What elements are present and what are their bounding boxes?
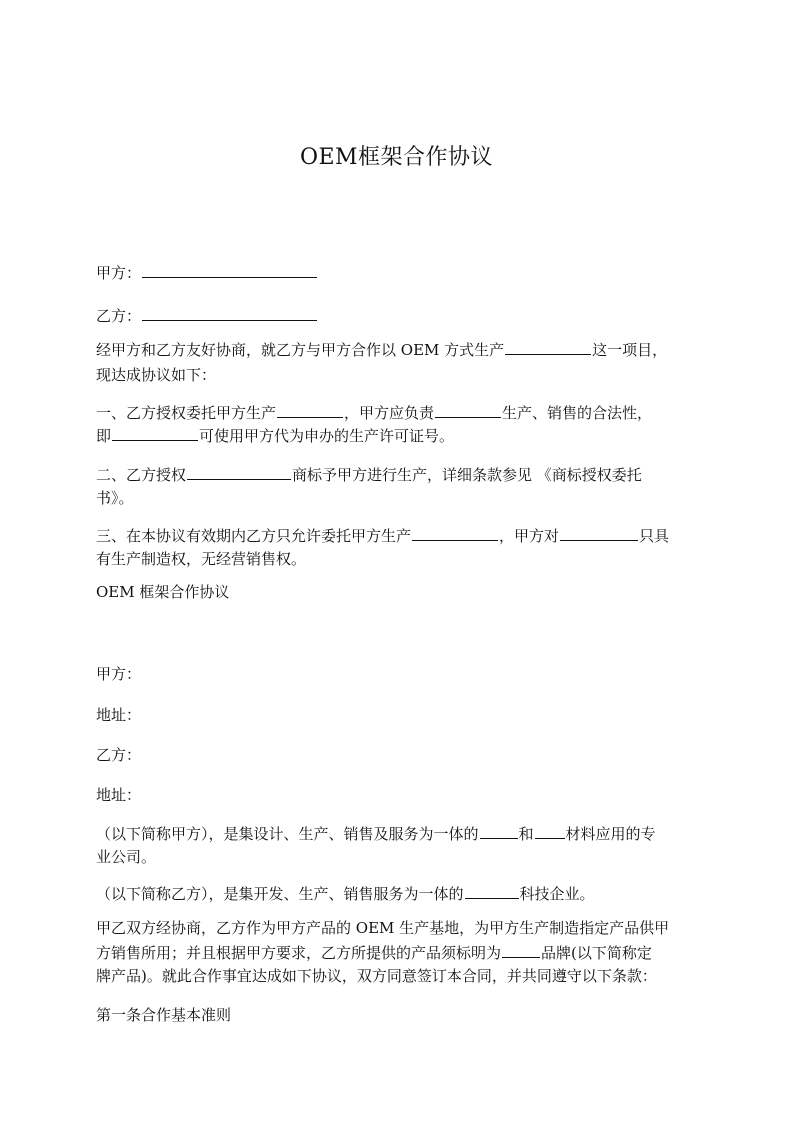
party-a-line (96, 262, 706, 284)
document-title: OEM框架合作协议 (299, 145, 494, 170)
para-3-text-c: 品牌(以下简称定 (541, 944, 652, 962)
para-3-line-1: 甲乙双方经协商，乙方作为甲方产品的 OEM 生产基地，为甲方生产制造指定产品供甲 (96, 919, 670, 937)
para-3-blank[interactable] (502, 942, 540, 958)
clause-1-blank-2[interactable] (435, 402, 501, 418)
para-1-text-d: 业公司。 (96, 848, 157, 866)
para-3-line-2 (96, 942, 706, 964)
intro-blank[interactable] (505, 339, 591, 355)
party-b-label: 乙方： (96, 307, 142, 325)
para-2-text-b: 科技企业。 (519, 885, 595, 903)
para-2-blank[interactable] (465, 883, 519, 899)
clause-1-text-e: 可使用甲方代为申办的生产许可证号。 (199, 427, 455, 445)
para-2-line (96, 883, 706, 905)
para-3-line-3: 牌产品)。就此合作事宜达成如下协议，双方同意签订本合同，并共同遵守以下条款： (96, 967, 657, 985)
intro-text-1: 经甲方和乙方友好协商，就乙方与甲方合作以 OEM 方式生产 (96, 341, 505, 359)
para-1-text-a: （以下简称甲方），是集设计、生产、销售及服务为一体的 (96, 825, 479, 843)
para-1-line-1 (96, 823, 706, 845)
clause-2-line-1 (96, 464, 706, 486)
clause-3-blank-1[interactable] (412, 525, 498, 541)
second-party-b-address: 地址： (96, 786, 142, 804)
clause-2-line-2 (96, 487, 706, 509)
clause-1-line-2 (96, 425, 706, 447)
clause-1-line-1 (96, 402, 706, 424)
para-3-text-b: 方销售所用；并且根据甲方要求，乙方所提供的产品须标明为 (96, 944, 502, 962)
party-a-blank[interactable] (142, 262, 317, 278)
clause-1-blank-3[interactable] (112, 425, 198, 441)
intro-text-2: 这一项目， (592, 341, 668, 359)
clause-3-line-1 (96, 525, 706, 547)
para-1-blank-1[interactable] (480, 823, 518, 839)
para-1-line-2 (96, 846, 706, 868)
clause-3-text-a: 三、在本协议有效期内乙方只允许委托甲方生产 (96, 527, 412, 545)
clause-1-blank-1[interactable] (277, 402, 343, 418)
party-b-blank[interactable] (142, 305, 317, 321)
intro-line-2 (96, 364, 706, 386)
clause-3-text-d: 有生产制造权，无经营销售权。 (96, 550, 307, 568)
clause-1-text-b: ，甲方应负责 (344, 404, 435, 422)
clause-2-text-c: 书》。 (96, 489, 134, 507)
party-a-label: 甲方： (96, 264, 142, 282)
para-1-text-b: 和 (518, 825, 534, 843)
para-1-text-c: 材料应用的专 (565, 825, 656, 843)
subtitle: OEM 框架合作协议 (96, 583, 230, 601)
para-2-text-a: （以下简称乙方），是集开发、生产、销售服务为一体的 (96, 885, 464, 903)
clause-1-text-d: 即 (96, 427, 112, 445)
clause-3-text-c: 只具 (639, 527, 670, 545)
second-party-b-label: 乙方： (96, 746, 142, 764)
second-party-a-address: 地址： (96, 706, 142, 724)
clause-2-text-a: 二、乙方授权 (96, 466, 187, 484)
clause-1-text-c: 生产、销售的合法性， (502, 404, 653, 422)
intro-text-3: 现达成协议如下： (96, 366, 217, 384)
clause-3-blank-2[interactable] (560, 525, 638, 541)
para-1-blank-2[interactable] (535, 823, 565, 839)
intro-line-1 (96, 339, 706, 361)
clause-1-text-a: 一、乙方授权委托甲方生产 (96, 404, 277, 422)
clause-2-text-b: 商标予甲方进行生产，详细条款参见 《商标授权委托 (292, 466, 642, 484)
clause-2-blank[interactable] (187, 464, 291, 480)
clause-3-text-b: ，甲方对 (499, 527, 560, 545)
clause-3-line-2 (96, 548, 706, 570)
party-b-line (96, 305, 706, 327)
article-1-heading: 第一条合作基本准则 (96, 1006, 232, 1024)
second-party-a-label: 甲方： (96, 665, 142, 683)
